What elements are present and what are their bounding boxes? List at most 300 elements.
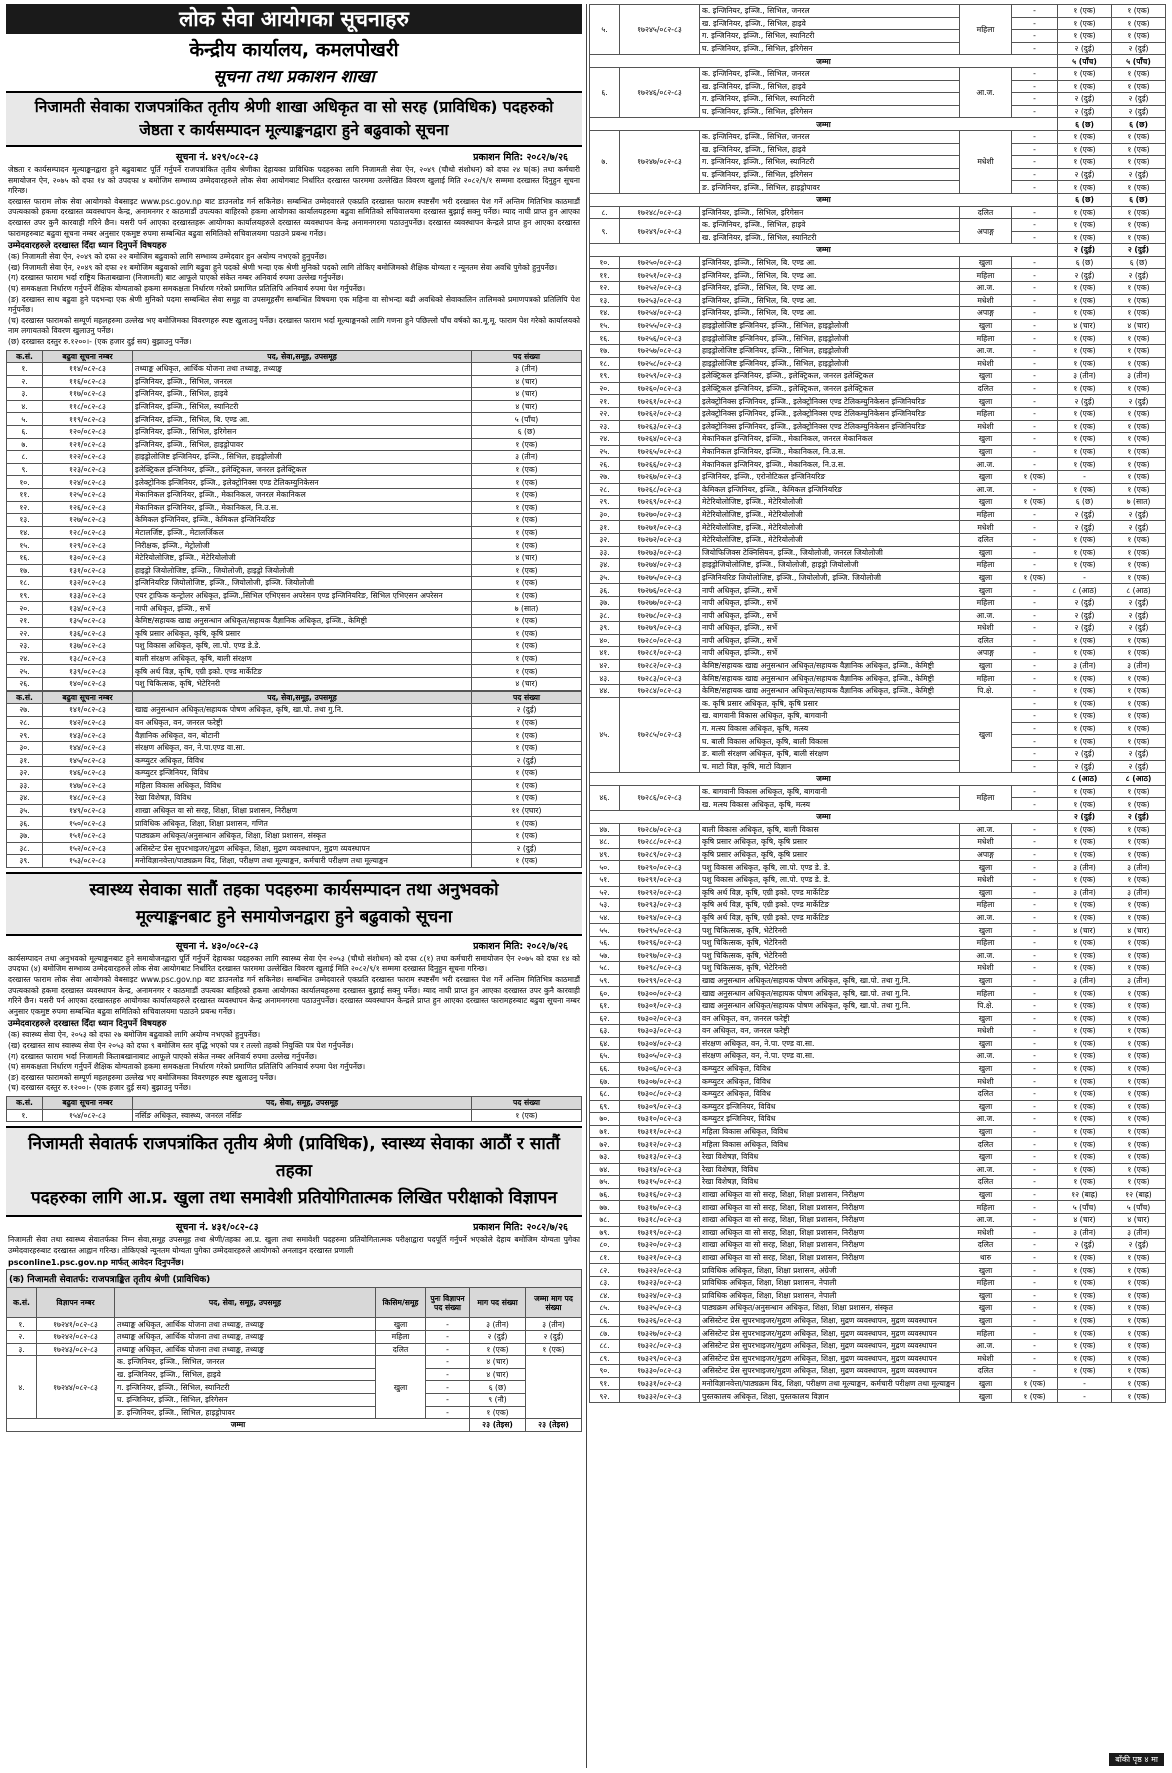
table-cell: आ.ज.: [960, 949, 1012, 962]
table-cell: १ (एक): [1058, 647, 1112, 660]
table-cell: ३०.: [590, 508, 620, 521]
table-cell: १३१/०८२-८३: [43, 564, 133, 577]
table-cell: १४१/०८२-८३: [43, 704, 133, 717]
table-cell: १ (एक): [1058, 735, 1112, 748]
table-cell: १ (एक): [472, 514, 582, 527]
table-cell: -: [1012, 483, 1058, 496]
table-cell: -: [1012, 395, 1058, 408]
table-cell: २ (दुई): [472, 754, 582, 767]
table-cell: ९१.: [590, 1377, 620, 1390]
table-cell: १३.: [590, 294, 620, 307]
table-row: [590, 319, 1166, 332]
table-cell: १७३२१/०८२-८३: [620, 1251, 700, 1264]
table-cell: इलेक्ट्रिकल इन्जिनियर, इञ्जि., इलेक्ट्रिकल, जनरल इलेक्ट्रिकल: [700, 382, 960, 395]
table-cell: १ (एक): [472, 539, 582, 552]
table-cell: दलित: [960, 533, 1012, 546]
table-cell: ख. इन्जिनियर, इञ्जि., सिभिल, हाइवे: [115, 1368, 376, 1381]
table-cell: १ (एक): [1058, 1012, 1112, 1025]
table-cell: निरीक्षक, इञ्जि., मेट्रोलोजी: [133, 539, 472, 552]
table-cell: १७३३१/०८२-८३: [620, 1377, 700, 1390]
table-cell: १७२४५/०८२-८३: [620, 5, 700, 55]
table-cell: -: [1012, 899, 1058, 912]
table-cell: एयर ट्राफिक कन्ट्रोलर अधिकृत, इञ्जि.,सिभिल एभिएसन अपरेसन एण्ड इन्जिनियरिङ, सिभिल एभिएसन अपरेसन: [133, 589, 472, 602]
table-cell: -: [1012, 1037, 1058, 1050]
table-cell: ३९.: [7, 855, 43, 868]
office-name: केन्द्रीय कार्यालय, कमलपोखरी: [189, 39, 399, 61]
table-cell: -: [1012, 5, 1058, 18]
table-row: [590, 55, 1166, 68]
table-cell: १४०/०८२-८३: [43, 677, 133, 690]
table-cell: -: [1012, 219, 1058, 232]
table-cell: १७३२२/०८२-८३: [620, 1264, 700, 1277]
table-cell: १७२४१/०८२-८३: [37, 1318, 115, 1331]
table-row: [7, 804, 582, 817]
table-cell: ख. इन्जिनियर, इञ्जि., सिभिल, स्यानिटरी: [700, 231, 960, 244]
table-cell: ख. इन्जिनियर, इञ्जि., सिभिल, हाइवे: [700, 17, 960, 30]
table-cell: १.: [7, 363, 43, 376]
table-row: [7, 589, 582, 602]
table-row: [7, 602, 582, 615]
table-cell: १ (एक): [1112, 722, 1166, 735]
table-row: [7, 792, 582, 805]
table-cell: ३१.: [7, 754, 43, 767]
table-cell: -: [1012, 697, 1058, 710]
table-cell: १ (एक): [1112, 899, 1166, 912]
table-cell: संरक्षण अधिकृत, वन, ने.पा. एण्ड वा.सा.: [700, 1037, 960, 1050]
table-cell: खुला: [960, 433, 1012, 446]
table-cell: १२३/०८२-८३: [43, 463, 133, 476]
table-cell: मेकानिकल इन्जिनियर, इञ्जि., मेकानिकल, नि.उ.स.: [133, 501, 472, 514]
table-cell: १ (एक): [1012, 470, 1058, 483]
table-row: [590, 1012, 1166, 1025]
table-cell: १ (एक): [472, 729, 582, 742]
table-cell: महिला: [960, 332, 1012, 345]
table-cell: महिला: [960, 596, 1012, 609]
table-cell: -: [1012, 93, 1058, 106]
table-row: [7, 1318, 582, 1331]
table-cell: १ (एक): [1112, 785, 1166, 798]
table-cell: १२२/०८२-८३: [43, 451, 133, 464]
table-cell: १ (एक): [1012, 496, 1058, 509]
table-cell: खुला: [960, 1188, 1012, 1201]
table-cell: १७३३२/०८२-८३: [620, 1390, 700, 1403]
table-row: [590, 811, 1166, 824]
table-cell: १७३०३/०८२-८३: [620, 1025, 700, 1038]
table-row: [590, 1339, 1166, 1352]
table-cell: १ (एक): [472, 438, 582, 451]
notice-2-heading: स्वास्थ्य सेवाका सातौं तहका पदहरुमा कार्यसम्पादन तथा अनुभवको मूल्याङ्कनबाट हुने समायोजनद्वारा हुने बढुवाको सूचना: [6, 872, 582, 936]
table-cell: ३ (तीन): [1058, 1226, 1112, 1239]
table-cell: -: [1012, 458, 1058, 471]
table-cell: १ (एक): [1112, 559, 1166, 572]
table-cell: १७२६०/०८२-८३: [620, 382, 700, 395]
table-cell: ४.: [7, 1356, 37, 1419]
table-cell: २ (दुई): [1112, 748, 1166, 761]
table-cell: -: [1012, 1151, 1058, 1164]
table-cell: ९०.: [590, 1365, 620, 1378]
notice-1-table-1: क.सं. बढुवा सूचना नम्बर पद, सेवा,समूह, उपसमूह पद संख्या १. ११४/०८२-८३ तथ्याङ्क अधिकृत, आर्थिक योजना तथा तथ्याङ्क, तथ्याङ्क ३ (तीन) २. ११६/०८२-८३ इन्जिनियर, इञ्जि., सिभिल, जनरल ४ (चार) ३. ११७/०८२-८३ इन्जिनियर, इञ्जि., सिभिल, हाइवे ४ (चार) ४. ११८/०८२-८३ इन्जिनियर, इञ्जि., सिभिल, स्यानिटरी ४ (चार) ५. ११९/०८२-८३ इन्जिनियर, इञ्जि., सिभिल, बि. एण्ड आ. ५ (पाँच) ६. १२०/०८२-८३ इन्जिनियर, इञ्जि., सिभिल, इरिगेसन ६ (छ) ७. १२१/०८२-८३ इन्जिनियर, इञ्जि., सिभिल, हाइड्रोपावर १ (एक) ८. १२२/०८२-८३ हाइड्रोलोजिष्ट इन्जिनियर, इञ्जि., सिभिल, हाइड्रोलोजी ३ (तीन) ९. १२३/०८२-८३ इलेक्ट्रिकल इन्जिनियर, इञ्जि., इलेक्ट्रिकल, जनरल इलेक्ट्रिकल १ (एक) १०. १२४/०८२-८३ इलेक्ट्रोनिक इन्जिनियर, इञ्जि., इलेक्ट्रोनिक्स एण्ड टेलिकम्युनिकेसन १ (एक) ११. १२५/०८२-८३ मेकानिकल इन्जिनियर, इञ्जि., मेकानिकल, जनरल मेकानिकल १ (एक) १२. १२६/०८२-८३ मेकानिकल इन्जिनियर, इञ्जि., मेकानिकल, नि.उ.स. १ (एक) १३. १२७/०८२-८३ केमिकल इन्जिनियर, इञ्जि., केमिकल इन्जिनियरिङ १ (एक) १४. १२८/०८२-८३ मेटालर्जिष्ट, इञ्जि., मेटालर्जिकल १ (एक) १५. १२९/०८२-८३ निरीक्षक, इञ्जि., मेट्रोलोजी १ (एक) १६. १३०/०८२-८३ मेटेरियोलोजिष्ट, इञ्जि., मेटेरियोलोजी ४ (चार) १७. १३१/०८२-८३ हाइड्रो जियोलोजिष्ट, इञ्जि., जियोलोजी, हाइड्रो जियोलोजी १ (एक) १८. १३२/०८२-८३ इन्जिनियरिङ जियोलोजिष्ट, इञ्जि., जियोलोजी, इञ्जि. जियोलोजी १ (एक) १९. १३३/०८२-८३ एयर ट्राफिक कन्ट्रोलर अधिकृत, इञ्जि.,सिभिल एभिएसन अपरेसन एण्ड इन्जिनियरिङ, सिभिल एभिएसन अपरेसन १ (एक) २०. १३४/०८२-८३ नापी अधिकृत, इञ्जि., सर्भे ७ (सात) २१. १३५/०८२-८३ केमिष्ट/सहायक खाद्य अनुसन्धान अधिकृत/सहायक वैज्ञानिक अधिकृत, इञ्जि., केमिष्ट्री १ (एक) २२. १३६/०८२-८३ कृषि प्रसार अधिकृत, कृषि, कृषि प्रसार १ (एक) २३. १३७/०८२-८३ पशु विकास अधिकृत, कृषि, ला.पो. एण्ड डे.डे. १ (एक) २४. १३८/०८२-८३ बाली संरक्षण अधिकृत, कृषि, बाली संरक्षण १ (एक) २५. १३९/०८२-८३ कृषि अर्थ विज्ञ, कृषि, एग्री इको. एण्ड मार्केटिङ १ (एक) २६. १४०/०८२-८३ पशु चिकित्सक, कृषि, भेटेरिनरी ४ (चार): [6, 350, 582, 691]
table-cell: १ (एक): [472, 489, 582, 502]
table-cell: कम्प्युटर अधिकृत, विविध: [133, 754, 472, 767]
table-cell: २ (दुई): [1058, 93, 1112, 106]
table-cell: १ (एक): [1058, 282, 1112, 295]
table-cell: १४४/०८२-८३: [43, 741, 133, 754]
table-row: [7, 426, 582, 439]
table-cell: ४५.: [590, 697, 620, 773]
table-cell: आ.ज.: [960, 1163, 1012, 1176]
table-cell: -: [1012, 1138, 1058, 1151]
table-cell: १ (एक): [1058, 1352, 1112, 1365]
table-cell: खुला: [960, 1100, 1012, 1113]
table-cell: २६.: [7, 677, 43, 690]
table-cell: १९.: [7, 589, 43, 602]
table-cell: १७२८२/०८२-८३: [620, 659, 700, 672]
table-cell: १३८/०८२-८३: [43, 652, 133, 665]
table-cell: -: [1012, 1352, 1058, 1365]
table-cell: १ (एक): [1058, 899, 1112, 912]
table-cell: ८८.: [590, 1339, 620, 1352]
table-cell: १ (एक): [1012, 1390, 1058, 1403]
table-cell: कम्प्युटर अधिकृत, विविध: [700, 1088, 960, 1101]
table-cell: ३९.: [590, 622, 620, 635]
table-cell: -: [1012, 1251, 1058, 1264]
table-cell: इन्जिनियर, इञ्जि., सिभिल, बि. एण्ड आ.: [133, 413, 472, 426]
table-cell: १ (एक): [1058, 307, 1112, 320]
table-cell: १ (एक): [1112, 936, 1166, 949]
table-cell: २ (दुई): [1112, 521, 1166, 534]
table-cell: प्राविधिक अधिकृत, शिक्षा, शिक्षा प्रशासन, गणित: [133, 817, 472, 830]
table-row: [590, 1264, 1166, 1277]
table-cell: १ (एक): [470, 1343, 526, 1356]
table-cell: १ (एक): [472, 830, 582, 843]
table-cell: १४६/०८२-८३: [43, 767, 133, 780]
table-cell: १७३११/०८२-८३: [620, 1125, 700, 1138]
table-cell: खुला: [960, 256, 1012, 269]
table-cell: २ (दुई): [1058, 42, 1112, 55]
table-cell: महिला: [960, 408, 1012, 421]
table-cell: आ.ज.: [960, 67, 1012, 117]
table-cell: -: [1012, 1113, 1058, 1126]
notice-2-para-1: कार्यसम्पादन तथा अनुभवको मूल्याङ्कनबाट हुने समायोजनद्वारा पूर्ति गर्नुपर्ने देहायका पदहरुका लागि स्वास्थ्य सेवा ऐन २०५३ (चौथो संशोधन) को दफा ८(१) तथा कर्मचारी समायोजन ऐन २०७५ को दफा १४ को उपदफा (४) बमोजिम सम्भाव्य उम्मेदवारहरुले लोक सेवा आयोगबाट निर्धारित दरखास्त फारममा उल्लेखित विवरण खुलाई मिति २०८२/९/१ सम्ममा दरखास्त दिनुहुन सूचना गरिन्छ।: [8, 953, 580, 974]
table-cell: केमिष्ट/सहायक खाद्य अनुसन्धान अधिकृत/सहायक वैज्ञानिक अधिकृत, इञ्जि., केमिष्ट्री: [700, 659, 960, 672]
table-cell: २ (दुई): [1058, 521, 1112, 534]
notice-point: (ग) दरखास्त फाराम भर्दा निजामती किताबखानाबाट आफूले पाएको संकेत नम्बर अनिवार्य रुपमा उल्लेख गर्नुपर्नेछ।: [8, 1051, 318, 1061]
table-cell: १ (एक): [472, 589, 582, 602]
table-cell: ३ (तीन): [1112, 974, 1166, 987]
table-cell: २३.: [590, 420, 620, 433]
table-cell: नापी अधिकृत, इञ्जि., सर्भे: [700, 609, 960, 622]
table-row: [590, 911, 1166, 924]
table-row: [7, 665, 582, 678]
table-cell: ख. इन्जिनियर, इञ्जि., सिभिल, हाइवे: [700, 143, 960, 156]
table-cell: कृषि अर्थ विज्ञ, कृषि, एग्री इको. एण्ड मार्केटिङ: [700, 911, 960, 924]
table-cell: २ (दुई): [472, 704, 582, 717]
table-cell: कम्प्युटर अधिकृत, विविध: [700, 1062, 960, 1075]
table-cell: १ (एक): [1112, 735, 1166, 748]
table-row: [590, 987, 1166, 1000]
table-cell: १५.: [7, 539, 43, 552]
table-cell: १ (एक): [1112, 420, 1166, 433]
table-cell: ख. मत्स्य विकास अधिकृत, कृषि, मत्स्य: [700, 798, 960, 811]
table-row: [7, 830, 582, 843]
table-cell: इन्जिनियर, इञ्जि., सिभिल, बि. एण्ड आ.: [700, 294, 960, 307]
table-cell: क. कृषि प्रसार अधिकृत, कृषि, कृषि प्रसार: [700, 697, 960, 710]
table-cell: -: [1012, 974, 1058, 987]
table-cell: पशु विकास अधिकृत, कृषि, ला.पो. एण्ड डे.डे.: [133, 640, 472, 653]
table-cell: आ.ज.: [960, 458, 1012, 471]
table-cell: १ (एक): [1058, 181, 1112, 194]
table-cell: १७२७७/०८२-८३: [620, 596, 700, 609]
table-cell: १७३२५/०८२-८३: [620, 1302, 700, 1315]
table-cell: १६.: [590, 332, 620, 345]
table-cell: २७.: [7, 704, 43, 717]
table-cell: -: [1058, 571, 1112, 584]
table-cell: नापी अधिकृत, इञ्जि., सर्भे: [700, 647, 960, 660]
table-cell: २७.: [590, 470, 620, 483]
table-cell: आ.ज.: [960, 345, 1012, 358]
table-cell: -: [1012, 848, 1058, 861]
table-cell: -: [1012, 748, 1058, 761]
table-cell: १७२७१/०८२-८३: [620, 521, 700, 534]
table-cell: मेकानिकल इन्जिनियर, इञ्जि., मेकानिकल, जनरल मेकानिकल: [700, 433, 960, 446]
table-cell: -: [1012, 1163, 1058, 1176]
table-cell: ग. इन्जिनियर, इञ्जि., सिभिल, स्यानिटरी: [700, 93, 960, 106]
table-cell: ४८.: [590, 836, 620, 849]
table-cell: ८६.: [590, 1314, 620, 1327]
table-cell: २ (दुई): [472, 842, 582, 855]
table-cell: -: [1012, 647, 1058, 660]
table-cell: -: [1012, 1226, 1058, 1239]
table-cell: केमिकल इन्जिनियर, इञ्जि., केमिकल इन्जिनियरिङ: [133, 514, 472, 527]
table-cell: वैज्ञानिक अधिकृत, वन, बोटानी: [133, 729, 472, 742]
table-row: [590, 1176, 1166, 1189]
table-cell: आ.ज.: [960, 609, 1012, 622]
table-cell: ङ. इन्जिनियर, इञ्जि., सिभिल, हाइड्रोपावर: [115, 1406, 376, 1419]
table-cell: १ (एक): [1112, 156, 1166, 169]
table-cell: १३४/०८२-८३: [43, 602, 133, 615]
table-cell: ८ (आठ): [1112, 773, 1166, 786]
table-cell: क. इन्जिनियर, इञ्जि., सिभिल, जनरल: [700, 130, 960, 143]
table-cell: २ (दुई): [1112, 244, 1166, 257]
table-cell: इलेक्ट्रिकल इन्जिनियर, इञ्जि., इलेक्ट्रिकल, जनरल इलेक्ट्रिकल: [133, 463, 472, 476]
table-cell: २ (दुई): [1058, 508, 1112, 521]
table-row: [590, 420, 1166, 433]
table-cell: १७२४७/०८२-८३: [620, 130, 700, 193]
table-cell: १४२/०८२-८३: [43, 716, 133, 729]
table-cell: १ (एक): [1058, 962, 1112, 975]
table-row: [7, 413, 582, 426]
table-cell: ७९.: [590, 1226, 620, 1239]
table-cell: ३ (तीन): [1058, 974, 1112, 987]
table-cell: -: [1012, 80, 1058, 93]
table-cell: -: [1012, 1125, 1058, 1138]
table-cell: ३८.: [7, 842, 43, 855]
table-cell: ५४.: [590, 911, 620, 924]
table-cell: १७३१०/०८२-८३: [620, 1113, 700, 1126]
table-row: [590, 571, 1166, 584]
notice-point: (च) दरखास्त फारामको सम्पूर्ण महलहरुमा उल्लेख भए बमोजिमका विवरणहरु स्पष्ट खुलाउनु पर्नेछ। दरखास्त फाराम भर्दा मूल्याङ्कनको लागि गणना हुने पछिल्लो पाँच वर्षको का.मू.मू. फाराम पेश गरेको कार्यालयको नाम लगायतको विवरण खुलाउनु पर्नेछ।: [8, 315, 580, 336]
table-cell: इलेक्ट्रोनिक्स इन्जिनियर, इञ्जि., इलेक्ट्रोनिक्स एण्ड टेलिकम्युनिकेसन इन्जिनियरिङ: [700, 420, 960, 433]
table-cell: १ (एक): [1058, 848, 1112, 861]
table-cell: ३०.: [7, 741, 43, 754]
table-cell: ८ (आठ): [1112, 584, 1166, 597]
table-cell: १ (एक): [1058, 546, 1112, 559]
table-cell: १७२५९/०८२-८३: [620, 370, 700, 383]
table-cell: पशु चिकित्सक, कृषि, भेटेरिनरी: [700, 949, 960, 962]
table-cell: ४ (चार): [470, 1356, 526, 1369]
table-cell: १ (एक): [1058, 533, 1112, 546]
table-cell: असिस्टेन्ट प्रेस सुपरभाइजर/मुद्रण अधिकृत, शिक्षा, मुद्रण व्यवस्थापन, मुद्रण व्यवस्थापन: [700, 1339, 960, 1352]
table-cell: २ (दुई): [1112, 93, 1166, 106]
table-cell: १७२७०/०८२-८३: [620, 508, 700, 521]
table-cell: -: [426, 1330, 470, 1343]
online-apply-link[interactable]: psconline1.psc.gov.np मार्फत् आवेदन दिनुपर्नेछ।: [8, 1258, 184, 1268]
table-cell: अपाङ्ग: [960, 307, 1012, 320]
table-cell: १७२७३/०८२-८३: [620, 546, 700, 559]
table-cell: ३८.: [590, 609, 620, 622]
table-cell: १७३२४/०८२-८३: [620, 1289, 700, 1302]
table-row: [590, 1289, 1166, 1302]
table-cell: १७३०८/०८२-८३: [620, 1088, 700, 1101]
table-cell: -: [1012, 596, 1058, 609]
table-cell: दलित: [960, 1239, 1012, 1252]
table-cell: कृषि अर्थ विज्ञ, कृषि, एग्री इको. एण्ड मार्केटिङ: [700, 899, 960, 912]
table-cell: नापी अधिकृत, इञ्जि., सर्भे: [133, 602, 472, 615]
table-cell: -: [1012, 420, 1058, 433]
table-cell: जम्मा: [590, 118, 1058, 131]
table-cell: १७३०९/०८२-८३: [620, 1100, 700, 1113]
table-cell: खाद्य अनुसन्धान अधिकृत/सहायक पोषण अधिकृत, कृषि, खा.पो. तथा गु.नि.: [700, 999, 960, 1012]
table-cell: केमिष्ट/सहायक खाद्य अनुसन्धान अधिकृत/सहायक वैज्ञानिक अधिकृत, इञ्जि., केमिष्ट्री: [700, 672, 960, 685]
table-cell: १ (एक): [1112, 307, 1166, 320]
table-cell: १ (एक): [1058, 1025, 1112, 1038]
table-cell: १ (एक): [1058, 1251, 1112, 1264]
table-row: [590, 622, 1166, 635]
table-cell: ४७.: [590, 823, 620, 836]
table-cell: -: [1012, 1339, 1058, 1352]
table-cell: -: [1012, 130, 1058, 143]
notice-3-para-1: निजामती सेवा तथा स्वास्थ्य सेवातर्फका निम्न सेवा,समूह उपसमूह तथा श्रेणी/तहका आ.प्र. खुला तथा समावेशी पदहरुमा प्रतियोगितात्मक परीक्षाद्वारा पदपूर्ति गर्नुपर्ने भएकोले देहाय बमोजिम योग्यता पुगेका उम्मेदवारहरुबाट दरखास्त आह्वान गरिन्छ। तोकिएको न्यूनतम योग्यता पुगेका उम्मेदवारहरुले आयोगको अनलाइन दरखास्त प्रणाली: [8, 1235, 580, 1255]
table-row: [590, 999, 1166, 1012]
table-cell: -: [1012, 559, 1058, 572]
table-cell: ३ (तीन): [1058, 886, 1112, 899]
table-cell: -: [426, 1393, 470, 1406]
table-cell: १ (एक): [1058, 483, 1112, 496]
table-cell: १७२९१/०८२-८३: [620, 873, 700, 886]
table-cell: ८३.: [590, 1276, 620, 1289]
notice-1-heading: निजामती सेवाका राजपत्रांकित तृतीय श्रेणी शाखा अधिकृत वा सो सरह (प्राविधिक) पदहरुको जेष्ठता र कार्यसम्पादन मूल्याङ्कनद्वारा हुने बढुवाको सूचना: [6, 91, 582, 147]
table-cell: ६५.: [590, 1050, 620, 1063]
table-cell: -: [1012, 609, 1058, 622]
table-cell: २३.: [7, 640, 43, 653]
table-cell: १७२५३/०८२-८३: [620, 294, 700, 307]
table-cell: कृषि अर्थ विज्ञ, कृषि, एग्री इको. एण्ड मार्केटिङ: [700, 886, 960, 899]
table-cell: १२ (बाह्र): [1058, 1188, 1112, 1201]
table-cell: संरक्षण अधिकृत, वन, ने.पा.एण्ड वा.सा.: [133, 741, 472, 754]
table-cell: आ.ज.: [960, 911, 1012, 924]
table-cell: तथ्याङ्क अधिकृत, आर्थिक योजना तथा तथ्याङ्क, तथ्याङ्क: [115, 1330, 376, 1343]
table-cell: १ (एक): [1112, 848, 1166, 861]
table-cell: १७२६४/०८२-८३: [620, 433, 700, 446]
table-cell: ११.: [590, 269, 620, 282]
table-cell: १ (एक): [1058, 1062, 1112, 1075]
table-cell: २२.: [7, 627, 43, 640]
table-cell: -: [1012, 168, 1058, 181]
table-cell: १७२९०/०८२-८३: [620, 861, 700, 874]
table-row: [590, 899, 1166, 912]
table-cell: कृषि प्रसार अधिकृत, कृषि, कृषि प्रसार: [700, 836, 960, 849]
table-cell: १७३२८/०८२-८३: [620, 1339, 700, 1352]
table-cell: नर्सिङ अधिकृत, स्वास्थ्य, जनरल नर्सिङ: [133, 1109, 472, 1122]
table-cell: १ (एक): [1112, 219, 1166, 232]
table-cell: खुला: [960, 924, 1012, 937]
table-cell: पशु चिकित्सक, कृषि, भेटेरिनरी: [700, 936, 960, 949]
table-cell: रेखा विशेषज्ञ, विविध: [700, 1151, 960, 1164]
table-cell: १२.: [590, 282, 620, 295]
table-cell: खुला: [376, 1356, 426, 1419]
table-cell: १ (एक): [1112, 685, 1166, 698]
table-cell: मधेशी: [960, 420, 1012, 433]
table-cell: दलित: [960, 1176, 1012, 1189]
table-row: [590, 445, 1166, 458]
notice-point: (घ) समकक्षता निर्धारण गर्नुपर्ने शैक्षिक योग्यताको हकमा समकक्षता निर्धारण गरेको प्रमाणित प्रतिलिपि अनिवार्य रुपमा पेश गर्नुपर्नेछ।: [8, 283, 366, 293]
table-cell: ८.: [7, 451, 43, 464]
notice-1-ref: सूचना नं. ४२९/०८२-८३ प्रकाशन मिति: २०८२/७/२६: [176, 152, 568, 163]
table-cell: तथ्याङ्क अधिकृत, आर्थिक योजना तथा तथ्याङ्क, तथ्याङ्क: [115, 1343, 376, 1356]
table-cell: १७२८०/०८२-८३: [620, 634, 700, 647]
table-cell: ८०.: [590, 1239, 620, 1252]
table-cell: जम्मा: [590, 811, 1058, 824]
table-cell: १ (एक): [1058, 1339, 1112, 1352]
table-cell: ५७.: [590, 949, 620, 962]
table-cell: हाइड्रोलोजिष्ट इन्जिनियर, इञ्जि., सिभिल, हाइड्रोलोजी: [700, 357, 960, 370]
table-cell: १२७/०८२-८३: [43, 514, 133, 527]
table-cell: १ (एक): [472, 614, 582, 627]
table-cell: १ (एक): [1112, 357, 1166, 370]
table-cell: इन्जिनियर, इञ्जि., सिभिल, जनरल: [133, 375, 472, 388]
table-cell: दलित: [960, 1138, 1012, 1151]
table-cell: कृषि अर्थ विज्ञ, कृषि, एग्री इको. एण्ड मार्केटिङ: [133, 665, 472, 678]
table-cell: इन्जिनियर, इञ्जि., एरोनोटिकल इन्जिनियरिङ: [700, 470, 960, 483]
notice-2-attention: उम्मेदवारहरुले दरखास्त दिँदा ध्यान दिनुपर्ने विषयहरु: [8, 1019, 167, 1030]
table-cell: दलित: [960, 634, 1012, 647]
table-cell: ङ. इन्जिनियर, इञ्जि., सिभिल, हाइड्रोपावर: [700, 181, 960, 194]
table-cell: ६.: [590, 67, 620, 117]
table-cell: १७२९५/०८२-८३: [620, 924, 700, 937]
table-cell: १७३००/०८२-८३: [620, 987, 700, 1000]
table-cell: १ (एक): [1112, 1025, 1166, 1038]
table-cell: कृषि प्रसार अधिकृत, कृषि, कृषि प्रसार: [700, 848, 960, 861]
table-cell: ख. बागवानी विकास अधिकृत, कृषि, बागवानी: [700, 710, 960, 723]
table-cell: १ (एक): [1058, 1088, 1112, 1101]
table-cell: १ (एक): [1112, 949, 1166, 962]
table-cell: १ (एक): [1058, 1100, 1112, 1113]
table-cell: १ (एक): [1058, 80, 1112, 93]
table-cell: दलित: [960, 1088, 1012, 1101]
table-cell: ७.: [7, 438, 43, 451]
table-cell: -: [1012, 1239, 1058, 1252]
table-cell: दलित: [960, 382, 1012, 395]
table-cell: २ (दुई): [1112, 508, 1166, 521]
table-cell: १ (एक): [1058, 420, 1112, 433]
table-cell: १६.: [7, 552, 43, 565]
table-cell: खुला: [960, 659, 1012, 672]
table-cell: १ (एक): [1112, 483, 1166, 496]
notice-point: (ख) निजामती सेवा ऐन, २०४९ को दफा २१ बमोजिम बढुवाको लागि बढुवा हुने पदको श्रेणी भन्दा एक श्रेणी मुनिको पदको लागि तोकिए बमोजिमको शैक्षिक योग्यता र न्यूनतम सेवा अवधि पुगेको हुनुपर्नेछ।: [8, 262, 558, 272]
table-cell: १ (एक): [1112, 5, 1166, 18]
table-cell: ५.: [590, 5, 620, 55]
table-cell: १७२६५/०८२-८३: [620, 445, 700, 458]
